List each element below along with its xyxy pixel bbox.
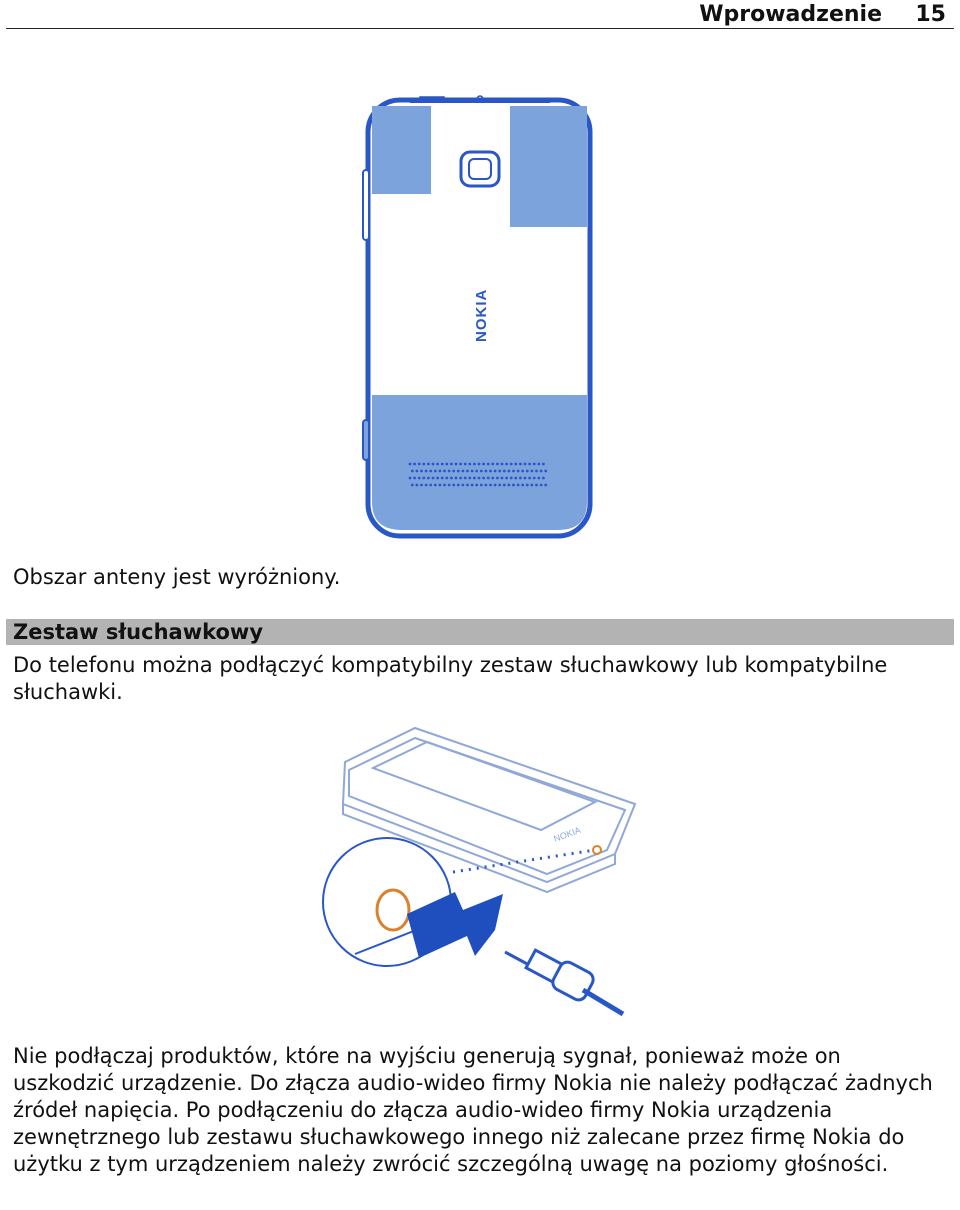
grille-dot (524, 463, 527, 466)
nokia-logo: NOKIA (473, 288, 490, 342)
grille-dot (429, 470, 432, 473)
grille-dot (535, 484, 538, 487)
grille-dot (510, 477, 513, 480)
grille-dot (452, 484, 455, 487)
grille-dot (418, 477, 421, 480)
grille-dot (508, 470, 511, 473)
grille-dot (503, 470, 506, 473)
grille-dot (482, 477, 485, 480)
grille-dot (436, 463, 439, 466)
grille-dot (452, 470, 455, 473)
grille-dot (531, 470, 534, 473)
grille-dot (485, 470, 488, 473)
grille-dot (450, 477, 453, 480)
grille-dot (521, 470, 524, 473)
grille-dot (519, 463, 522, 466)
grille-dot (455, 477, 458, 480)
grille-dot (420, 470, 423, 473)
grille-dot (501, 477, 504, 480)
grille-dot (420, 484, 423, 487)
grille-dot (519, 477, 522, 480)
grille-dot (478, 463, 481, 466)
grille-dot (427, 463, 430, 466)
grille-dot (464, 477, 467, 480)
grille-dot (496, 477, 499, 480)
grille-dot (418, 463, 421, 466)
grille-dot (441, 477, 444, 480)
grille-dot (448, 484, 451, 487)
grille-dot (517, 470, 520, 473)
grille-dot (482, 463, 485, 466)
grille-dot (464, 463, 467, 466)
grille-dot (503, 484, 506, 487)
grille-dot (443, 484, 446, 487)
phone-back-antenna-illustration (350, 90, 610, 550)
grille-dot (445, 477, 448, 480)
grille-dot (434, 484, 437, 487)
grille-dot (455, 463, 458, 466)
grille-dot (480, 470, 483, 473)
grille-dot (475, 470, 478, 473)
grille-dot (487, 477, 490, 480)
grille-dot (425, 484, 428, 487)
grille-dot (468, 477, 471, 480)
headset-connection-illustration (315, 722, 645, 1022)
grille-dot (439, 470, 442, 473)
nokia-logo-small: NOKIA (552, 824, 583, 844)
grille-dot (445, 463, 448, 466)
grille-dot (473, 463, 476, 466)
antenna-area-top-left (372, 106, 431, 194)
grille-dot (422, 463, 425, 466)
grille-dot (457, 470, 460, 473)
grille-dot (501, 463, 504, 466)
grille-dot (535, 470, 538, 473)
grille-dot (528, 477, 531, 480)
grille-dot (514, 463, 517, 466)
grille-dot (450, 463, 453, 466)
grille-dot (411, 470, 414, 473)
grille-dot (533, 477, 536, 480)
grille-dot (411, 484, 414, 487)
section-heading: Zestaw słuchawkowy (6, 619, 954, 645)
grille-dot (512, 470, 515, 473)
grille-dot (462, 470, 465, 473)
grille-dot (496, 463, 499, 466)
grille-dot (413, 477, 416, 480)
grille-dot (505, 463, 508, 466)
grille-dot (409, 477, 412, 480)
antenna-area-bottom (372, 395, 587, 530)
grille-dot (526, 470, 529, 473)
grille-dot (489, 470, 492, 473)
grille-dot (537, 477, 540, 480)
grille-dot (439, 484, 442, 487)
grille-dot (459, 463, 462, 466)
grille-dot (432, 477, 435, 480)
grille-dot (494, 484, 497, 487)
grille-dot (487, 463, 490, 466)
grille-dot (505, 477, 508, 480)
grille-dot (537, 463, 540, 466)
grille-dot (531, 484, 534, 487)
grille-dot (409, 463, 412, 466)
grille-dot (517, 484, 520, 487)
grille-dot (524, 477, 527, 480)
section-intro: Do telefonu można podłączyć kompatybilny zestaw słuchawkowy lub kompatybilne słuchawki. (13, 653, 888, 704)
grille-dot (471, 484, 474, 487)
grille-dot (540, 470, 543, 473)
grille-dot (434, 470, 437, 473)
grille-dot (462, 484, 465, 487)
grille-dot (526, 484, 529, 487)
grille-dot (427, 477, 430, 480)
grille-dot (448, 470, 451, 473)
grille-dot (475, 484, 478, 487)
page-number: 15 (915, 2, 946, 27)
camera-icon (461, 152, 499, 186)
grille-dot (521, 484, 524, 487)
page-header (6, 0, 954, 29)
grille-dot (471, 470, 474, 473)
grille-dot (416, 470, 419, 473)
grille-dot (510, 463, 513, 466)
grille-dot (485, 484, 488, 487)
grille-dot (528, 463, 531, 466)
grille-dot (457, 484, 460, 487)
grille-dot (542, 477, 545, 480)
grille-dot (494, 470, 497, 473)
grille-dot (533, 463, 536, 466)
grille-dot (425, 470, 428, 473)
grille-dot (466, 470, 469, 473)
grille-dot (413, 463, 416, 466)
grille-dot (544, 484, 547, 487)
grille-dot (473, 477, 476, 480)
grille-dot (542, 463, 545, 466)
grille-dot (544, 470, 547, 473)
grille-dot (422, 477, 425, 480)
grille-dot (540, 484, 543, 487)
warning-text: Nie podłączaj produktów, które na wyjściu generują sygnał, ponieważ może on uszkodzić urządzenie. Do złącza audio-wideo firmy Nokia nie należy podłączać żadnych źródeł napięcia. Po podłączeniu do złącza audio-wideo firmy Nokia urządzenia zewnętrznego lub zestawu słuchawkowego innego niż zalecane przez firmę Nokia do użytku z tym urządzeniem należy zwrócić szczególną uwagę na poziomy głośności. (13, 1044, 933, 1176)
grille-dot (459, 477, 462, 480)
grille-dot (468, 463, 471, 466)
header-title: Wprowadzenie (699, 2, 882, 27)
grille-dot (508, 484, 511, 487)
grille-dot (498, 470, 501, 473)
grille-dot (466, 484, 469, 487)
grille-dot (512, 484, 515, 487)
grille-dot (514, 477, 517, 480)
grille-dot (498, 484, 501, 487)
grille-dot (443, 470, 446, 473)
grille-dot (480, 484, 483, 487)
grille-dot (489, 484, 492, 487)
grille-dot (436, 477, 439, 480)
grille-dot (429, 484, 432, 487)
headphone-plug (505, 950, 623, 1014)
grille-dot (432, 463, 435, 466)
grille-dot (441, 463, 444, 466)
grille-dot (416, 484, 419, 487)
grille-dot (491, 477, 494, 480)
figure-caption: Obszar anteny jest wyróżniony. (13, 565, 341, 589)
antenna-area-top-right (510, 106, 587, 227)
grille-dot (491, 463, 494, 466)
grille-dot (478, 477, 481, 480)
